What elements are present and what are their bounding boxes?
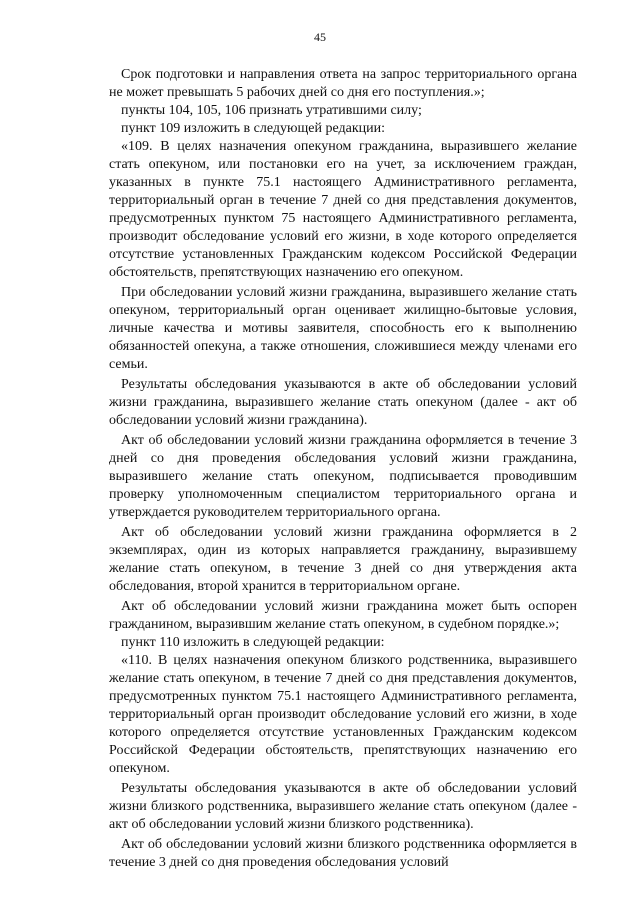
paragraph: Акт об обследовании условий жизни гражданина оформляется в 2 экземплярах, один из которых направляется гражданину, выразившему желание стать опекуном, в течение 3 дней со дня утверждения акта обследования, второй хранится в территориальном органе. [109,525,577,594]
document-body [109,66,577,872]
paragraph: «110. В целях назначения опекуном близкого родственника, выразившего желание стать опекуном, в течение 7 дней со дня представления документов, предусмотренных пунктом 75.1 настоящего Административного регламента, территориальный орган производит обследование условий его жизни, в ходе которого определяется отсутствие установленных Гражданским кодексом Российской Федерации обстоятельств, препятствующих назначению его опекуном. [109,653,577,776]
paragraph: Результаты обследования указываются в акте об обследовании условий жизни близкого родственника, выразившего желание стать опекуном (далее - акт об обследовании условий жизни близкого родственника). [109,781,577,832]
paragraph: При обследовании условий жизни гражданина, выразившего желание стать опекуном, территориальный орган оценивает жилищно-бытовые условия, личные качества и мотивы заявителя, способность его к выполнению обязанностей опекуна, а также отношения, сложившиеся между членами его семьи. [109,285,577,372]
paragraph: пункты 104, 105, 106 признать утратившими силу; [121,103,422,118]
paragraph: Результаты обследования указываются в акте об обследовании условий жизни гражданина, выразившего желание стать опекуном (далее - акт об обследовании условий жизни гражданина). [109,377,577,428]
paragraph: Акт об обследовании условий жизни гражданина оформляется в течение 3 дней со дня проведения обследования условий жизни гражданина, выразившего желание стать опекуном, подписывается проводившим проверку уполномоченным специалистом территориального органа и утверждается руководителем территориального органа. [109,433,577,520]
paragraph: Акт об обследовании условий жизни близкого родственника оформляется в течение 3 дней со дня проведения обследования условий [109,837,577,870]
paragraph: пункт 110 изложить в следующей редакции: [121,635,385,650]
page-number: 45 [314,30,326,44]
paragraph: «109. В целях назначения опекуном гражданина, выразившего желание стать опекуном, или постановки его на учет, за исключением граждан, указанных в пункте 75.1 настоящего Административного регламента, территориальный орган в течение 7 дней со дня представления документов, предусмотренных пунктом 75 настоящего Административного регламента, производит обследование условий его жизни, в ходе которого определяется отсутствие установленных Гражданским кодексом Российской Федерации обстоятельств, препятствующих назначению его опекуном. [109,139,577,280]
paragraph: пункт 109 изложить в следующей редакции: [121,121,385,136]
paragraph: Акт об обследовании условий жизни гражданина может быть оспорен гражданином, выразившим желание стать опекуном, в судебном порядке.»; [109,599,577,632]
paragraph: Срок подготовки и направления ответа на запрос территориального органа не может превышать 5 рабочих дней со дня его поступления.»; [109,67,577,100]
